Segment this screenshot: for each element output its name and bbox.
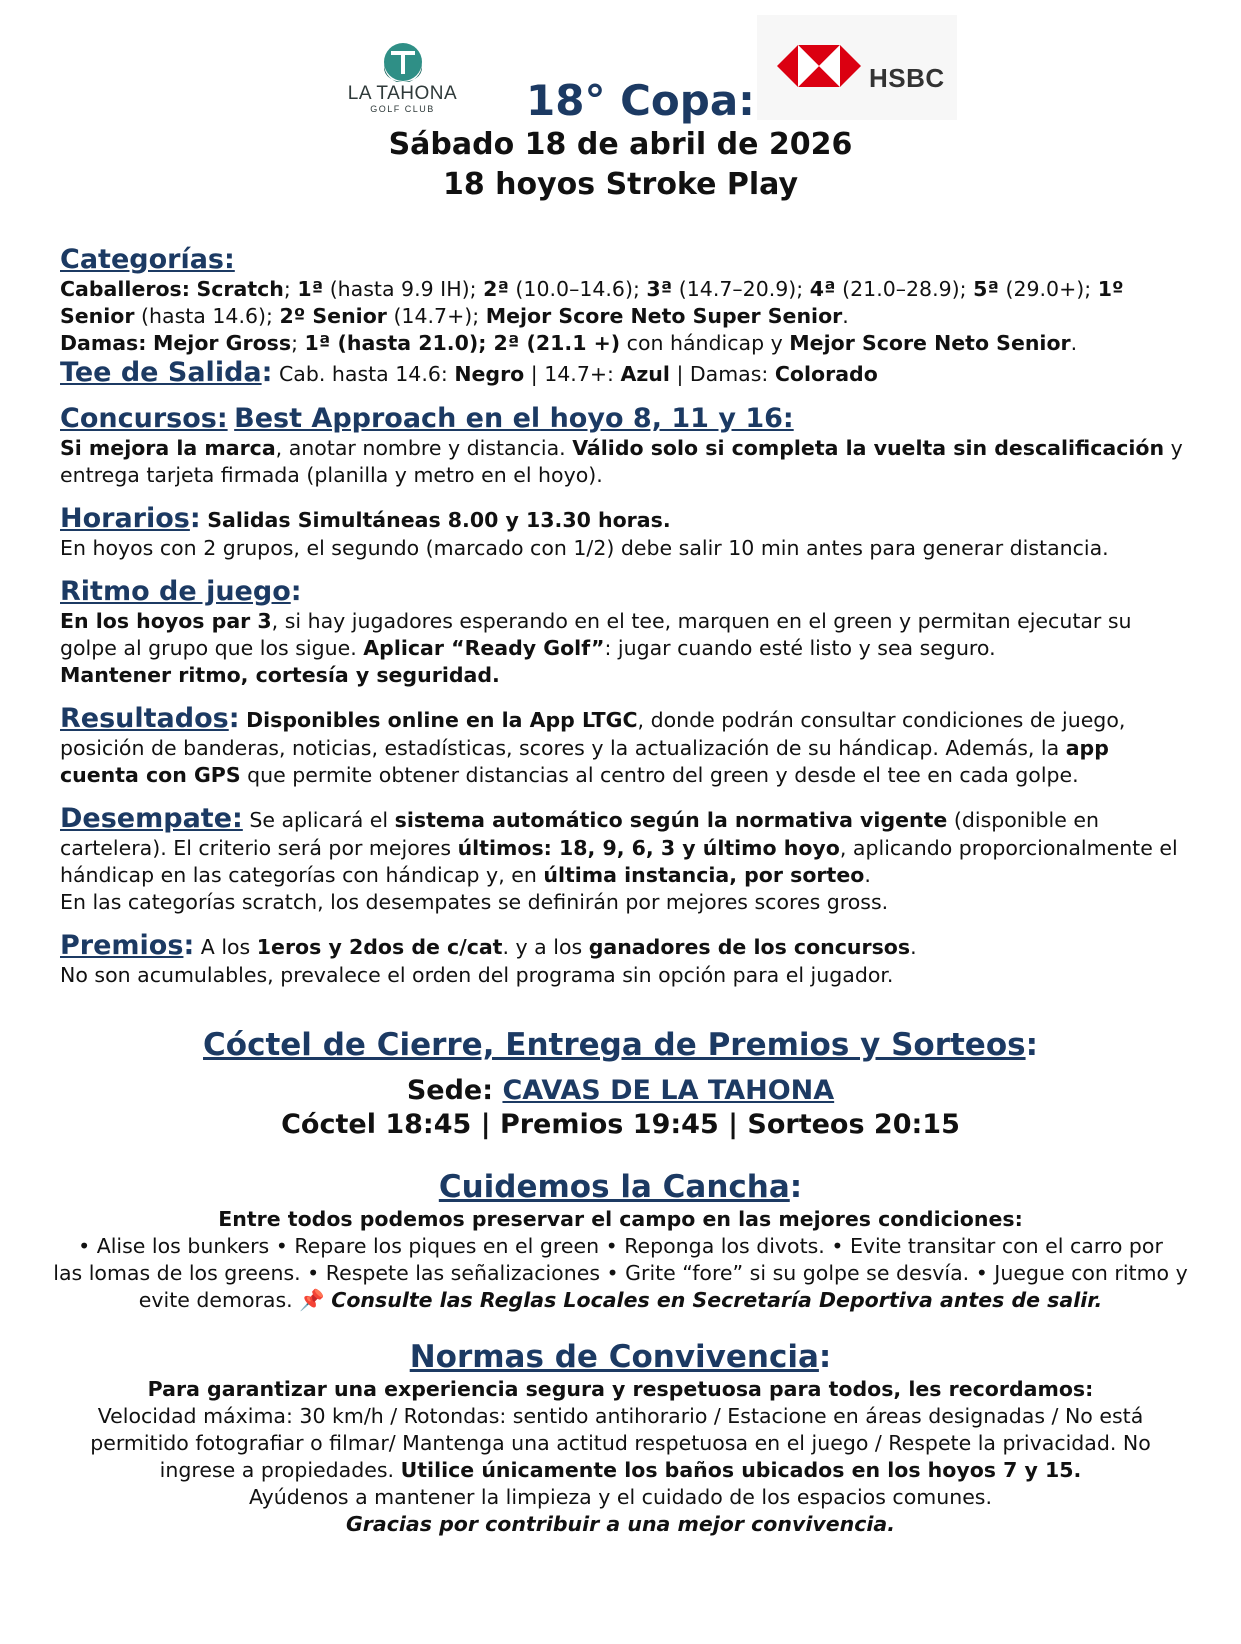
resultados-t1: , donde podrán consultar condiciones de juego, posición de banderas, noticias, estadísticas, scores y la actualización de su hándicap. Además, la [60, 708, 1126, 760]
normas-colon: : [818, 1339, 832, 1375]
cat-3: 3ª [646, 277, 673, 301]
cat-2: 2ª [483, 277, 509, 301]
cat-1-val: (hasta 9.9 IH); [329, 277, 477, 301]
period: . [842, 304, 849, 328]
concursos-b2: Válido solo si completa la vuelta sin descalificación [572, 436, 1165, 460]
senior-2: 2º Senior [279, 304, 387, 328]
premios-t4: No son acumulables, prevalece el orden del programa sin opción para el jugador. [60, 963, 894, 987]
resultados-colon: : [228, 703, 240, 734]
sep: ; [291, 331, 298, 355]
senior-1-val: (hasta 14.6); [141, 304, 273, 328]
section-desempate [60, 803, 1185, 916]
cancha-b1: Entre todos podemos preservar el campo en las mejores condiciones: [218, 1207, 1023, 1231]
desempate-b1: sistema automático según la normativa vigente [394, 808, 948, 832]
normas-l3: ingrese a propiedades. [159, 1458, 395, 1482]
premios-t3: . [910, 935, 917, 959]
desempate-t2: (disponible en cartelera). El criterio será por mejores [60, 808, 1099, 860]
cancha-colon: : [789, 1169, 803, 1205]
ritmo-b3: Mantener ritmo, cortesía y seguridad. [60, 663, 500, 687]
ritmo-heading: Ritmo de juego [60, 576, 291, 607]
desempate-t1: Se aplicará el [249, 808, 389, 832]
ritmo-colon: : [290, 576, 302, 607]
horarios-heading: Horarios [60, 503, 190, 534]
super-senior: Mejor Score Neto Super Senior [485, 304, 843, 328]
cat-1: 1ª [297, 277, 324, 301]
cat-2-val: (10.0–14.6); [515, 277, 640, 301]
horarios-colon: : [189, 503, 201, 534]
section-resultados [60, 703, 1185, 789]
horarios-t1: En hoyos con 2 grupos, el segundo (marcado con 1/2) debe salir 10 min antes para generar distancia. [60, 536, 1109, 560]
desempate-b3: última instancia, por sorteo [543, 863, 865, 887]
rules-body [60, 244, 1185, 989]
section-categorias [60, 244, 1185, 357]
cat-3-val: (14.7–20.9); [678, 277, 804, 301]
damas-hcp: con hándicap y [626, 331, 783, 355]
title-block [0, 76, 1241, 126]
tee-t1: Cab. hasta 14.6: [278, 362, 448, 386]
section-premios [60, 930, 1185, 989]
section-horarios [60, 503, 1185, 562]
premios-b2: ganadores de los concursos [588, 935, 911, 959]
concursos-b1: Si mejora la marca [60, 436, 276, 460]
premios-b1: 1eros y 2dos de c/cat [256, 935, 503, 959]
normas-l1: Velocidad máxima: 30 km/h / Rotondas: sentido antihorario / Estacione en áreas designadas / No está [97, 1404, 1144, 1428]
cat-4: 4ª [809, 277, 836, 301]
resultados-b2: app cuenta con GPS [60, 736, 1109, 787]
tee-t3: | Damas: [676, 362, 769, 386]
tee-azul: Azul [620, 362, 670, 386]
normas-it: Gracias por contribuir a una mejor convivencia. [345, 1512, 896, 1536]
damas-senior: Mejor Score Neto Senior [789, 331, 1071, 355]
desempate-t4: . [864, 863, 871, 887]
damas-gross: Mejor Gross [152, 331, 292, 355]
tee-colorado: Colorado [774, 362, 878, 386]
premios-t1: A los [200, 935, 251, 959]
pushpin-icon: 📌 [299, 1288, 325, 1312]
desempate-b2: últimos: 18, 9, 6, 3 y último hoyo [457, 836, 840, 860]
normas-b1: Para garantizar una experiencia segura y respetuosa para todos, les recordamos: [147, 1377, 1094, 1401]
horarios-b1: Salidas Simultáneas 8.00 y 13.30 horas. [207, 508, 671, 532]
normas-b2: Utilice únicamente los baños ubicados en los hoyos 7 y 15. [400, 1458, 1082, 1482]
senior-2-val: (14.7+); [393, 304, 480, 328]
sede-name: CAVAS DE LA TAHONA [502, 1075, 835, 1106]
coctel-colon: : [1025, 1027, 1038, 1063]
cancha-l1: • Alise los bunkers • Repare los piques en el green • Reponga los divots. • Evite transitar con el carro por [78, 1234, 1163, 1258]
tee-colon: : [261, 357, 273, 388]
section-coctel [40, 1026, 1201, 1142]
sede-label: Sede: [406, 1075, 494, 1106]
normas-l2: permitido fotografiar o filmar/ Mantenga una actitud respetuosa en el juego / Respete la privacidad. No [90, 1431, 1151, 1455]
hsbc-wordmark: HSBC [869, 63, 945, 93]
cat-5-val: (29.0+); [1005, 277, 1092, 301]
cancha-l3: evite demoras. [138, 1288, 293, 1312]
resultados-heading: Resultados [60, 703, 229, 734]
resultados-b1: Disponibles online en la App LTGC [246, 708, 638, 732]
cancha-l2: las lomas de los greens. • Respete las señalizaciones • Grite “fore” si su golpe se desvía. • Juegue con ritmo y [53, 1261, 1188, 1285]
ritmo-b2: Aplicar “Ready Golf” [363, 636, 605, 660]
senior-1: 1º Senior [60, 277, 1124, 328]
normas-l4: Ayúdenos a mantener la limpieza y el cuidado de los espacios comunes. [248, 1485, 992, 1509]
ritmo-b1: En los hoyos par 3 [60, 609, 272, 633]
normas-heading: Normas de Convivencia [409, 1339, 819, 1375]
coctel-heading: Cóctel de Cierre, Entrega de Premios y Sorteos [203, 1027, 1026, 1063]
event-date: Sábado 18 de abril de 2026 [388, 127, 853, 162]
resultados-t2: que permite obtener distancias al centro del green y desde el tee en cada golpe. [247, 763, 1079, 787]
cab-label: Caballeros: [60, 277, 190, 301]
concursos-heading-2: Best Approach en el hoyo 8, 11 y 16: [234, 403, 794, 434]
tee-t2: | 14.7+: [530, 362, 614, 386]
concursos-heading: Concursos: [60, 403, 228, 434]
cancha-heading: Cuidemos la Cancha [438, 1169, 790, 1205]
page-title: 18° Copa: [526, 76, 755, 125]
concursos-t2: y entrega tarjeta firmada (planilla y metro en el hoyo). [60, 436, 1183, 487]
period: . [1070, 331, 1078, 355]
tee-negro: Negro [454, 362, 525, 386]
tahona-sub: GOLF CLUB [370, 104, 435, 114]
event-format: 18 hoyos Stroke Play [442, 167, 799, 202]
ritmo-t2: : jugar cuando esté listo y sea seguro. [604, 636, 996, 660]
premios-colon: : [183, 930, 195, 961]
cat-4-val: (21.0–28.9); [842, 277, 967, 301]
cat-5: 5ª [973, 277, 999, 301]
sep: ; [283, 277, 291, 301]
cab-scratch: Scratch [196, 277, 284, 301]
damas-cats: 1ª (hasta 21.0); 2ª (21.1 +) [304, 331, 621, 355]
ritmo-t1: , si hay jugadores esperando en el tee, marquen en el green y permitan ejecutar su golpe al grupo que los sigue. [60, 609, 1132, 660]
section-tee [60, 357, 1185, 389]
coctel-horarios: Cóctel 18:45 | Premios 19:45 | Sorteos 20:15 [281, 1109, 960, 1140]
tee-heading: Tee de Salida [60, 357, 262, 388]
section-ritmo [60, 576, 1185, 689]
section-cancha [40, 1168, 1201, 1314]
premios-t2: . y a los [502, 935, 583, 959]
desempate-t5: En las categorías scratch, los desempates se definirán por mejores scores gross. [60, 890, 889, 914]
section-concursos [60, 403, 1185, 489]
desempate-t3: , aplicando proporcionalmente el hándicap en las categorías con hándicap y, en [60, 836, 1178, 887]
damas-label: Damas: [60, 331, 147, 355]
premios-heading: Premios [60, 930, 184, 961]
concursos-t1: , anotar nombre y distancia. [275, 436, 566, 460]
cancha-it: Consulte las Reglas Locales en Secretaría Deportiva antes de salir. [331, 1288, 1103, 1312]
desempate-heading: Desempate: [60, 803, 243, 834]
section-normas [40, 1338, 1201, 1538]
categorias-heading: Categorías: [60, 244, 235, 275]
tahona-name: LA TAHONA [347, 83, 458, 104]
